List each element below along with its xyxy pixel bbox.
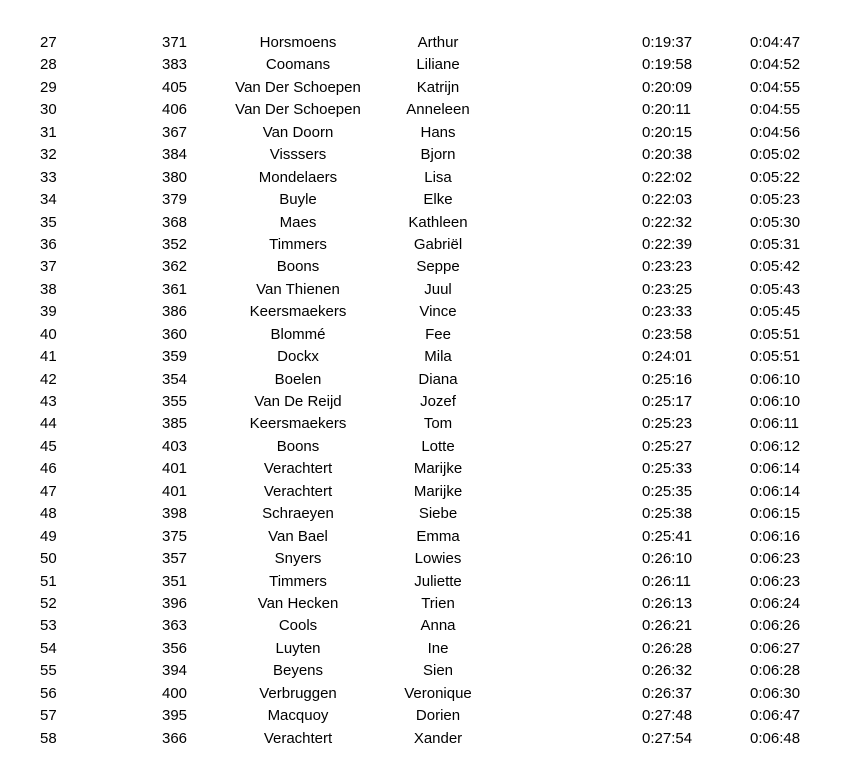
table-row: [0, 212, 841, 234]
pace-cell: 0:06:10: [750, 370, 801, 388]
first-name-cell: Vince: [419, 303, 457, 321]
bib-number-cell: 357: [162, 550, 188, 568]
pace-cell: 0:06:14: [750, 482, 801, 500]
bib-number-cell: 363: [162, 617, 188, 635]
last-name-cell: Timmers: [269, 572, 327, 590]
finish-time-cell: 0:22:32: [642, 213, 693, 231]
first-name-cell: Bjorn: [420, 146, 456, 164]
last-name-cell: Macquoy: [267, 707, 329, 725]
pace-cell: 0:06:30: [750, 684, 801, 702]
position-cell: 42: [40, 370, 57, 388]
finish-time-cell: 0:25:41: [642, 527, 693, 545]
bib-number-cell: 366: [162, 729, 188, 747]
pace-cell: 0:06:24: [750, 594, 801, 612]
last-name-cell: Visssers: [269, 146, 327, 164]
pace-cell: 0:05:51: [750, 325, 801, 343]
first-name-cell: Anna: [420, 617, 456, 635]
finish-time-cell: 0:22:39: [642, 235, 693, 253]
bib-number-cell: 375: [162, 527, 188, 545]
position-cell: 35: [40, 213, 57, 231]
pace-cell: 0:06:10: [750, 393, 801, 410]
position-cell: 47: [40, 482, 57, 500]
bib-number-cell: 400: [162, 684, 188, 702]
position-cell: 29: [40, 78, 57, 96]
first-name-cell: Arthur: [417, 34, 459, 51]
position-cell: 54: [40, 639, 57, 657]
table-row: [0, 301, 841, 323]
first-name-cell: Mila: [424, 348, 452, 366]
table-row: [0, 99, 841, 121]
pace-cell: 0:04:47: [750, 34, 801, 51]
finish-time-cell: 0:20:11: [642, 101, 691, 119]
table-row: [0, 705, 841, 727]
last-name-cell: Verachtert: [263, 729, 333, 747]
last-name-cell: Horsmoens: [259, 34, 337, 51]
first-name-cell: Lisa: [424, 168, 452, 186]
pace-cell: 0:06:48: [750, 729, 801, 747]
last-name-cell: Keersmaekers: [249, 303, 347, 321]
finish-time-cell: 0:23:33: [642, 303, 693, 321]
pace-cell: 0:05:31: [750, 235, 801, 253]
pace-cell: 0:05:30: [750, 213, 801, 231]
table-row: [0, 122, 841, 144]
pace-cell: 0:05:43: [750, 280, 801, 298]
last-name-cell: Coomans: [265, 56, 331, 74]
pace-cell: 0:06:11: [750, 415, 799, 433]
table-row: [0, 369, 841, 391]
pace-cell: 0:06:28: [750, 662, 801, 680]
bib-number-cell: 359: [162, 348, 188, 366]
finish-time-cell: 0:25:23: [642, 415, 693, 433]
finish-time-cell: 0:25:33: [642, 460, 693, 478]
finish-time-cell: 0:20:38: [642, 146, 693, 164]
last-name-cell: Boons: [276, 258, 320, 276]
last-name-cell: Boons: [276, 437, 320, 455]
finish-time-cell: 0:25:35: [642, 482, 693, 500]
finish-time-cell: 0:22:02: [642, 168, 693, 186]
finish-time-cell: 0:23:25: [642, 280, 693, 298]
first-name-cell: Tom: [423, 415, 453, 433]
bib-number-cell: 371: [162, 34, 188, 51]
pace-cell: 0:05:51: [750, 348, 801, 366]
bib-number-cell: 368: [162, 213, 188, 231]
position-cell: 33: [40, 168, 57, 186]
bib-number-cell: 356: [162, 639, 188, 657]
table-row: [0, 346, 841, 368]
bib-number-cell: 354: [162, 370, 188, 388]
bib-number-cell: 385: [162, 415, 188, 433]
pace-cell: 0:06:27: [750, 639, 801, 657]
pace-cell: 0:04:52: [750, 56, 801, 74]
position-cell: 57: [40, 707, 57, 725]
table-row: [0, 77, 841, 99]
finish-time-cell: 0:20:09: [642, 78, 693, 96]
bib-number-cell: 406: [162, 101, 188, 119]
finish-time-cell: 0:26:13: [642, 594, 693, 612]
first-name-cell: Emma: [416, 527, 460, 545]
bib-number-cell: 351: [162, 572, 188, 590]
table-row: [0, 234, 841, 256]
first-name-cell: Hans: [420, 123, 456, 141]
position-cell: 31: [40, 123, 57, 141]
bib-number-cell: 352: [162, 235, 188, 253]
last-name-cell: Dockx: [277, 348, 319, 366]
bib-number-cell: 398: [162, 505, 188, 523]
first-name-cell: Juliette: [414, 572, 462, 590]
bib-number-cell: 401: [162, 482, 188, 500]
pace-cell: 0:06:26: [750, 617, 801, 635]
position-cell: 58: [40, 729, 57, 747]
bib-number-cell: 379: [162, 191, 188, 209]
table-row: [0, 324, 841, 346]
pace-cell: 0:04:55: [750, 78, 801, 96]
position-cell: 37: [40, 258, 57, 276]
table-row: [0, 167, 841, 189]
pace-cell: 0:06:12: [750, 437, 801, 455]
bib-number-cell: 395: [162, 707, 188, 725]
position-cell: 36: [40, 235, 57, 253]
last-name-cell: Mondelaers: [258, 168, 338, 186]
pace-cell: 0:06:16: [750, 527, 801, 545]
table-row: [0, 32, 841, 54]
bib-number-cell: 403: [162, 437, 188, 455]
last-name-cell: Van Doorn: [262, 123, 334, 141]
table-row: [0, 481, 841, 503]
last-name-cell: Luyten: [275, 639, 321, 657]
position-cell: 52: [40, 594, 57, 612]
table-row: [0, 615, 841, 637]
position-cell: 41: [40, 348, 57, 366]
pace-cell: 0:06:23: [750, 572, 801, 590]
finish-time-cell: 0:26:32: [642, 662, 693, 680]
finish-time-cell: 0:26:28: [642, 639, 693, 657]
bib-number-cell: 361: [162, 280, 188, 298]
first-name-cell: Gabriël: [413, 235, 463, 253]
last-name-cell: Timmers: [269, 235, 327, 253]
first-name-cell: Siebe: [418, 505, 458, 523]
last-name-cell: Boelen: [274, 370, 322, 388]
position-cell: 55: [40, 662, 57, 680]
table-row: [0, 660, 841, 682]
finish-time-cell: 0:26:11: [642, 572, 691, 590]
finish-time-cell: 0:20:15: [642, 123, 693, 141]
finish-time-cell: 0:19:37: [642, 34, 693, 51]
pace-cell: 0:06:15: [750, 505, 801, 523]
position-cell: 53: [40, 617, 57, 635]
last-name-cell: Verachtert: [263, 482, 333, 500]
finish-time-cell: 0:26:37: [642, 684, 693, 702]
table-row: [0, 728, 841, 750]
last-name-cell: Blommé: [270, 325, 326, 343]
first-name-cell: Katrijn: [416, 78, 460, 96]
table-row: [0, 436, 841, 458]
position-cell: 48: [40, 505, 57, 523]
finish-time-cell: 0:27:54: [642, 729, 693, 747]
first-name-cell: Jozef: [420, 393, 456, 410]
table-row: [0, 391, 841, 413]
last-name-cell: Maes: [279, 213, 317, 231]
table-row: [0, 189, 841, 211]
pace-cell: 0:05:22: [750, 168, 801, 186]
table-row: [0, 548, 841, 570]
bib-number-cell: 394: [162, 662, 188, 680]
bib-number-cell: 362: [162, 258, 188, 276]
pace-cell: 0:05:23: [750, 191, 801, 209]
last-name-cell: Van Thienen: [256, 280, 340, 298]
bib-number-cell: 367: [162, 123, 188, 141]
first-name-cell: Liliane: [416, 56, 460, 74]
last-name-cell: Buyle: [279, 191, 317, 209]
position-cell: 56: [40, 684, 57, 702]
position-cell: 49: [40, 527, 57, 545]
position-cell: 46: [40, 460, 57, 478]
position-cell: 38: [40, 280, 57, 298]
position-cell: 45: [40, 437, 57, 455]
pace-cell: 0:06:47: [750, 707, 801, 725]
finish-time-cell: 0:26:21: [642, 617, 693, 635]
table-row: [0, 638, 841, 660]
pace-cell: 0:05:02: [750, 146, 801, 164]
first-name-cell: Ine: [427, 639, 449, 657]
table-row: [0, 256, 841, 278]
first-name-cell: Seppe: [416, 258, 460, 276]
last-name-cell: Cools: [278, 617, 318, 635]
table-row: [0, 54, 841, 76]
bib-number-cell: 405: [162, 78, 188, 96]
last-name-cell: Verbruggen: [259, 684, 337, 702]
position-cell: 32: [40, 146, 57, 164]
finish-time-cell: 0:26:10: [642, 550, 693, 568]
last-name-cell: Keersmaekers: [249, 415, 347, 433]
pace-cell: 0:04:56: [750, 123, 801, 141]
pace-cell: 0:06:23: [750, 550, 801, 568]
finish-time-cell: 0:25:16: [642, 370, 693, 388]
bib-number-cell: 386: [162, 303, 188, 321]
first-name-cell: Diana: [418, 370, 458, 388]
results-table: [0, 32, 841, 750]
first-name-cell: Dorien: [415, 707, 461, 725]
first-name-cell: Veronique: [404, 684, 472, 702]
last-name-cell: Schraeyen: [262, 505, 334, 523]
last-name-cell: Van Hecken: [257, 594, 339, 612]
last-name-cell: Verachtert: [263, 460, 333, 478]
bib-number-cell: 360: [162, 325, 188, 343]
last-name-cell: Van Der Schoepen: [235, 78, 361, 96]
pace-cell: 0:05:42: [750, 258, 801, 276]
table-row: [0, 593, 841, 615]
table-row: [0, 279, 841, 301]
finish-time-cell: 0:19:58: [642, 56, 693, 74]
bib-number-cell: 355: [162, 393, 188, 410]
finish-time-cell: 0:27:48: [642, 707, 693, 725]
table-row: [0, 683, 841, 705]
pace-cell: 0:04:55: [750, 101, 801, 119]
position-cell: 43: [40, 393, 57, 410]
last-name-cell: Snyers: [274, 550, 322, 568]
bib-number-cell: 380: [162, 168, 188, 186]
table-row: [0, 413, 841, 435]
table-row: [0, 144, 841, 166]
finish-time-cell: 0:24:01: [642, 348, 693, 366]
first-name-cell: Xander: [413, 729, 463, 747]
finish-time-cell: 0:25:38: [642, 505, 693, 523]
first-name-cell: Kathleen: [408, 213, 468, 231]
first-name-cell: Marijke: [413, 460, 463, 478]
bib-number-cell: 401: [162, 460, 188, 478]
position-cell: 50: [40, 550, 57, 568]
first-name-cell: Elke: [423, 191, 453, 209]
finish-time-cell: 0:25:27: [642, 437, 693, 455]
position-cell: 27: [40, 34, 57, 51]
first-name-cell: Sien: [422, 662, 454, 680]
table-row: [0, 503, 841, 525]
first-name-cell: Lowies: [414, 550, 462, 568]
first-name-cell: Juul: [424, 280, 452, 298]
first-name-cell: Marijke: [413, 482, 463, 500]
position-cell: 51: [40, 572, 57, 590]
position-cell: 40: [40, 325, 57, 343]
last-name-cell: Beyens: [272, 662, 324, 680]
table-row: [0, 571, 841, 593]
position-cell: 44: [40, 415, 57, 433]
bib-number-cell: 396: [162, 594, 188, 612]
position-cell: 28: [40, 56, 57, 74]
finish-time-cell: 0:22:03: [642, 191, 693, 209]
last-name-cell: Van Bael: [268, 527, 328, 545]
finish-time-cell: 0:23:58: [642, 325, 693, 343]
first-name-cell: Lotte: [421, 437, 455, 455]
bib-number-cell: 383: [162, 56, 188, 74]
position-cell: 39: [40, 303, 57, 321]
first-name-cell: Trien: [421, 594, 455, 612]
table-row: [0, 526, 841, 548]
pace-cell: 0:05:45: [750, 303, 801, 321]
position-cell: 30: [40, 101, 57, 119]
pace-cell: 0:06:14: [750, 460, 801, 478]
last-name-cell: Van Der Schoepen: [235, 101, 361, 119]
last-name-cell: Van De Reijd: [254, 393, 342, 410]
first-name-cell: Anneleen: [406, 101, 470, 119]
bib-number-cell: 384: [162, 146, 188, 164]
finish-time-cell: 0:25:17: [642, 393, 693, 410]
position-cell: 34: [40, 191, 57, 209]
finish-time-cell: 0:23:23: [642, 258, 693, 276]
first-name-cell: Fee: [425, 325, 451, 343]
table-row: [0, 458, 841, 480]
